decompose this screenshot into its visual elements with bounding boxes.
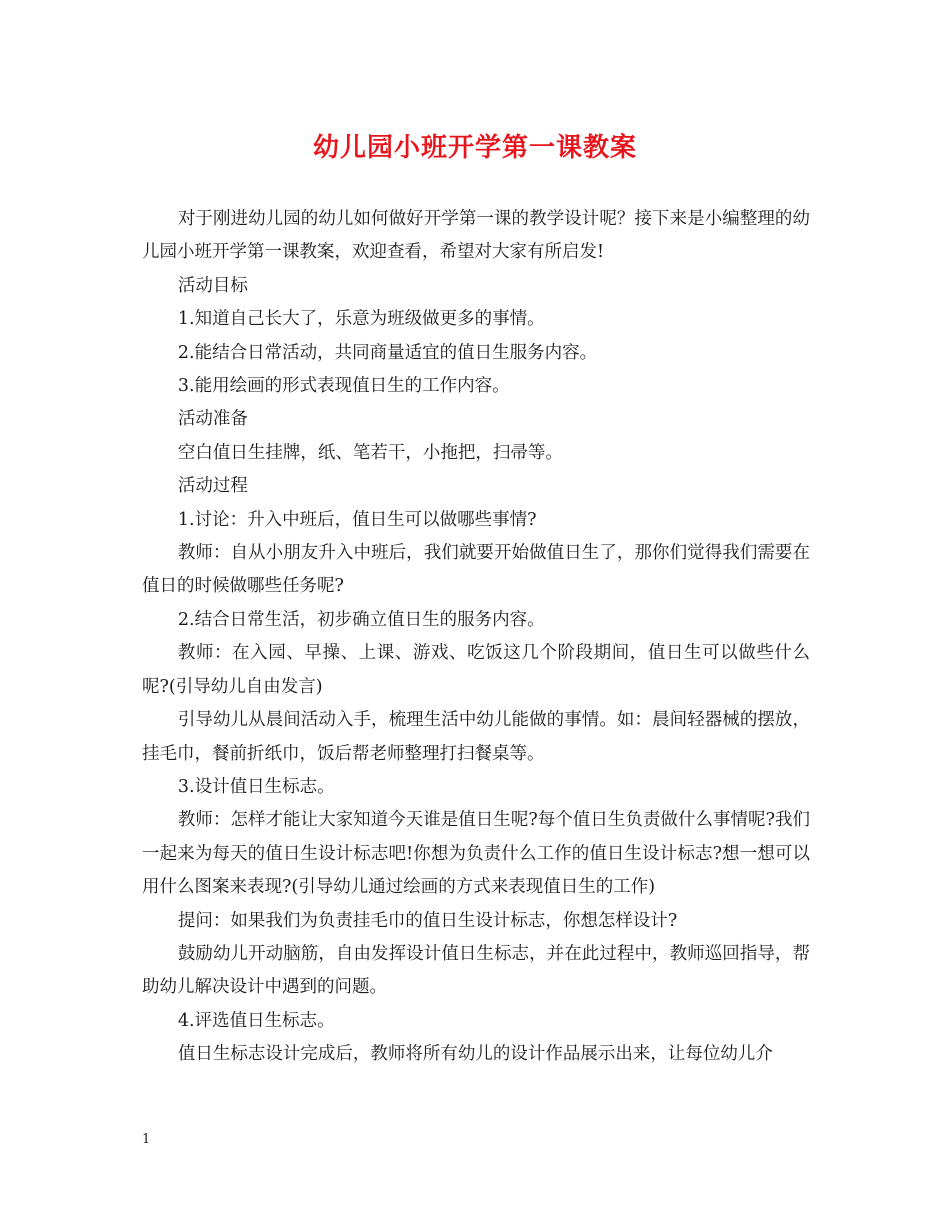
goal-item-1: 1.知道自己长大了，乐意为班级做更多的事情。	[177, 309, 545, 330]
process-step-3-teacher: 教师：怎样才能让大家知道今天谁是值日生呢?每个值日生负责做什么事情呢?我们一起来为每天的值日生设计标志吧!你想为负责什么工作的值日生设计标志?想一想可以用什么图案来表现?(引导幼儿通过绘画的方式来表现值日生的工作)	[142, 810, 810, 898]
document-title: 幼儿园小班开学第一课教案	[312, 133, 637, 163]
goal-item-3: 3.能用绘画的形式表现值日生的工作内容。	[177, 376, 510, 397]
document-body	[142, 203, 810, 1072]
process-step-2-guide: 引导幼儿从晨间活动入手，梳理生活中幼儿能做的事情。如：晨间轻器械的摆放，挂毛巾，餐前折纸巾，饭后帮老师整理打扫餐桌等。	[142, 710, 810, 764]
section-heading-process: 活动过程	[177, 476, 248, 497]
section-heading-preparation: 活动准备	[177, 409, 248, 430]
process-step-4: 4.评选值日生标志。	[177, 1010, 335, 1031]
process-step-2: 2.结合日常生活，初步确立值日生的服务内容。	[177, 609, 545, 630]
preparation-text: 空白值日生挂牌，纸、笔若干，小拖把，扫帚等。	[177, 442, 563, 463]
process-step-4-text: 值日生标志设计完成后，教师将所有幼儿的设计作品展示出来，让每位幼儿介	[177, 1044, 773, 1065]
process-step-3-question: 提问：如果我们为负责挂毛巾的值日生设计标志，你想怎样设计?	[177, 910, 678, 931]
process-step-2-teacher: 教师：在入园、早操、上课、游戏、吃饭这几个阶段期间，值日生可以做些什么呢?(引导幼儿自由发言)	[142, 643, 810, 697]
process-step-3: 3.设计值日生标志。	[177, 776, 335, 797]
page-number: 1	[142, 1132, 151, 1147]
process-step-1: 1.讨论：升入中班后，值日生可以做哪些事情?	[177, 509, 537, 530]
intro-paragraph: 对于刚进幼儿园的幼儿如何做好开学第一课的教学设计呢？接下来是小编整理的幼儿园小班开学第一课教案，欢迎查看，希望对大家有所启发!	[142, 209, 810, 263]
process-step-3-encourage: 鼓励幼儿开动脑筋，自由发挥设计值日生标志，并在此过程中，教师巡回指导，帮助幼儿解决设计中遇到的问题。	[142, 943, 810, 998]
section-heading-goals: 活动目标	[177, 275, 248, 296]
process-step-1-teacher: 教师：自从小朋友升入中班后，我们就要开始做值日生了，那你们觉得我们需要在值日的时候做哪些任务呢?	[142, 543, 810, 597]
goal-item-2: 2.能结合日常活动，共同商量适宜的值日生服务内容。	[177, 342, 598, 363]
